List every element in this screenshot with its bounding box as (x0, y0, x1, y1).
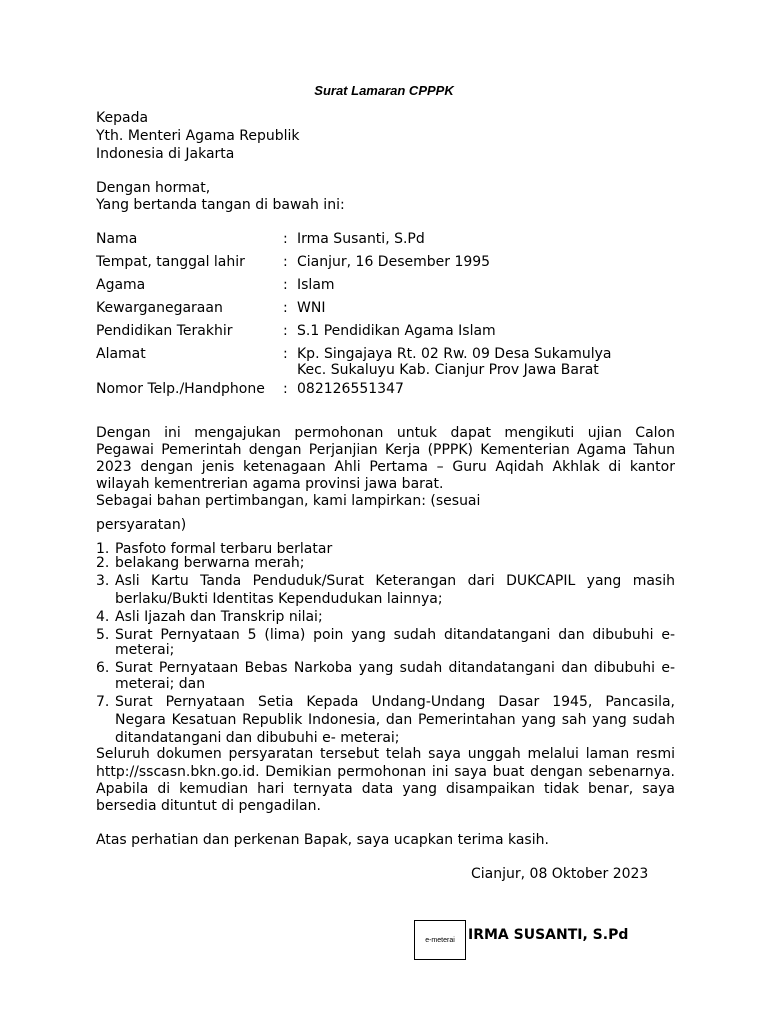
identity-colon: : (283, 346, 288, 362)
identity-value-birth: Cianjur, 16 Desember 1995 (297, 254, 491, 270)
identity-value-religion: Islam (297, 277, 335, 293)
identity-value-phone: 082126551347 (297, 381, 404, 397)
identity-colon: : (283, 300, 288, 316)
body-line: Dengan ini mengajukan permohonan untuk dapat mengikuti ujian Calon (96, 425, 675, 441)
identity-label-education: Pendidikan Terakhir (96, 323, 233, 339)
greeting-line: Yang bertanda tangan di bawah ini: (96, 197, 345, 213)
list-item: berlaku/Bukti Identitas Kependudukan lainnya; (115, 591, 443, 607)
list-number: 3. (96, 573, 110, 589)
recipient-line: Kepada (96, 110, 149, 126)
list-item: Surat Pernyataan 5 (lima) poin yang sudah ditandatangani dan dibubuhi e- (115, 627, 675, 643)
list-number: 4. (96, 609, 110, 625)
identity-label-phone: Nomor Telp./Handphone (96, 381, 265, 397)
identity-label-birth: Tempat, tanggal lahir (96, 254, 245, 270)
identity-colon: : (283, 254, 288, 270)
list-number: 7. (96, 694, 110, 710)
body-line: Sebagai bahan pertimbangan, kami lampirkan: (sesuai (96, 493, 481, 509)
list-number: 6. (96, 660, 110, 676)
list-item: meterai; dan (115, 676, 206, 692)
list-item: Surat Pernyataan Bebas Narkoba yang sudah ditandatangani dan dibubuhi e- (115, 660, 675, 676)
identity-value-name: Irma Susanti, S.Pd (297, 231, 425, 247)
identity-colon: : (283, 323, 288, 339)
identity-label-address: Alamat (96, 346, 146, 362)
stamp-label: e-meterai (425, 936, 455, 944)
identity-value-citizenship: WNI (297, 300, 326, 316)
identity-colon: : (283, 231, 288, 247)
list-item: Asli Ijazah dan Transkrip nilai; (115, 609, 323, 625)
list-item: belakang berwarna merah; (115, 555, 305, 571)
body-line: 2023 dengan jenis ketenagaan Ahli Pertama – Guru Aqidah Akhlak di kantor (96, 459, 675, 475)
closing-line: bersedia dituntut di pengadilan. (96, 798, 321, 814)
list-item: Asli Kartu Tanda Penduduk/Surat Keterangan dari DUKCAPIL yang masih (115, 573, 675, 589)
identity-label-citizenship: Kewarganegaraan (96, 300, 223, 316)
identity-value-education: S.1 Pendidikan Agama Islam (297, 323, 496, 339)
identity-value-address: Kp. Singajaya Rt. 02 Rw. 09 Desa Sukamulya (297, 346, 612, 362)
body-line: wilayah kementrerian agama provinsi jawa barat. (96, 476, 444, 492)
list-item: ditandatangani dan dibubuhi e- meterai; (115, 730, 400, 746)
closing-line: Seluruh dokumen persyaratan tersebut telah saya unggah melalui laman resmi (96, 746, 675, 762)
closing-line: Apabila di kemudian hari ternyata data yang disampaikan tidak benar, saya (96, 781, 675, 797)
identity-label-name: Nama (96, 231, 138, 247)
recipient-line: Indonesia di Jakarta (96, 146, 235, 162)
e-meterai-stamp (414, 920, 466, 960)
closing-line: http://sscasn.bkn.go.id. Demikian permohonan ini saya buat dengan sebenarnya. (96, 764, 675, 780)
place-date: Cianjur, 08 Oktober 2023 (471, 866, 649, 882)
list-item: Surat Pernyataan Setia Kepada Undang-Undang Dasar 1945, Pancasila, (115, 694, 675, 710)
body-line: Pegawai Pemerintah dengan Perjanjian Kerja (PPPK) Kementerian Agama Tahun (96, 442, 675, 458)
recipient-line: Yth. Menteri Agama Republik (96, 128, 300, 144)
identity-value-address-line2: Kec. Sukaluyu Kab. Cianjur Prov Jawa Barat (297, 362, 599, 378)
list-item: Pasfoto formal terbaru berlatar (115, 541, 333, 557)
body-line: persyaratan) (96, 517, 187, 533)
identity-colon: : (283, 277, 288, 293)
list-number: 2. (96, 555, 110, 571)
signatory-name: IRMA SUSANTI, S.Pd (468, 927, 629, 943)
list-item: Negara Kesatuan Republik Indonesia, dan Pemerintahan yang sah yang sudah (115, 712, 675, 728)
identity-label-religion: Agama (96, 277, 146, 293)
identity-colon: : (283, 381, 288, 397)
greeting-line: Dengan hormat, (96, 180, 211, 196)
closing-thanks: Atas perhatian dan perkenan Bapak, saya ucapkan terima kasih. (96, 832, 549, 848)
list-item: meterai; (115, 642, 175, 658)
list-number: 5. (96, 627, 110, 643)
document-title: Surat Lamaran CPPPK (314, 83, 454, 98)
list-number: 1. (96, 541, 110, 557)
